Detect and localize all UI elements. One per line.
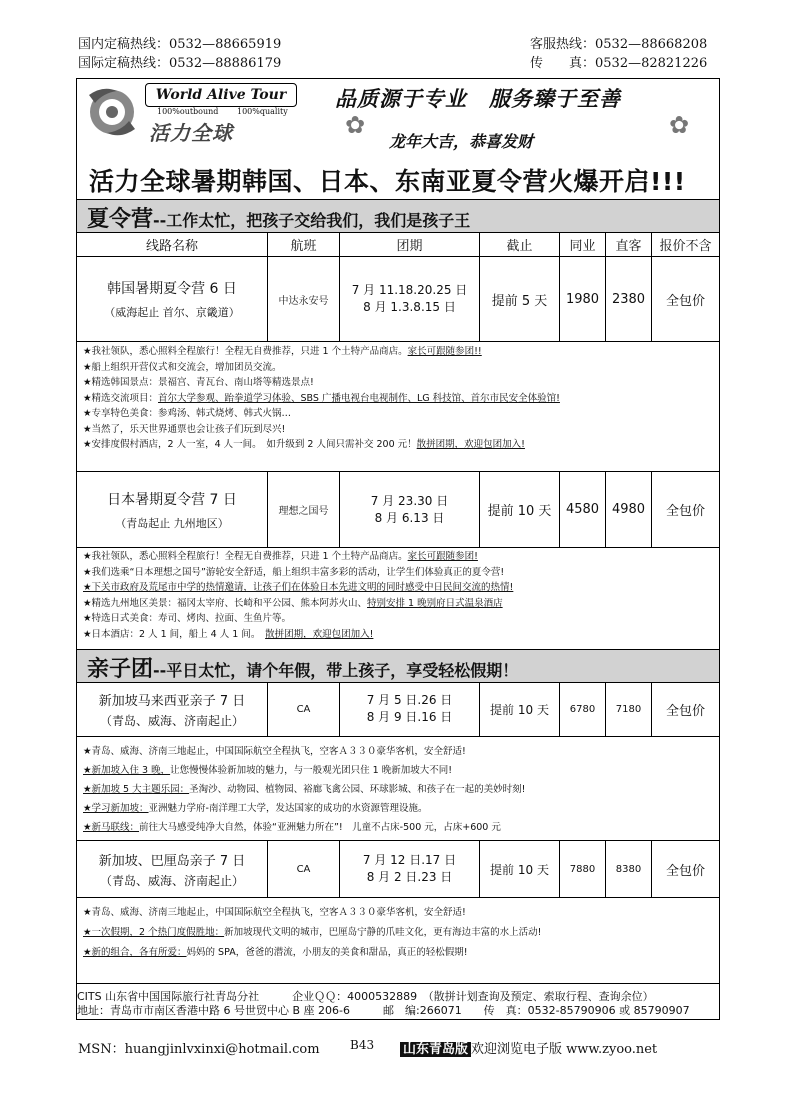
column-header: 航班 — [267, 232, 339, 256]
price-note: 全包价 — [651, 257, 719, 341]
domestic-hotline: 国内定稿热线：0532—88665919 — [78, 37, 282, 52]
fax-number: 传 真：0532—82821226 — [530, 56, 708, 71]
slogan: 品质源于专业 服务臻于至善 — [335, 87, 621, 111]
retail-price: 4980 — [605, 472, 651, 547]
trade-price: 7880 — [559, 841, 605, 897]
table-row — [77, 840, 719, 898]
route-name: 新加坡马来西亚亲子 7 日 — [98, 693, 246, 709]
deadline: 提前 5 天 — [479, 257, 559, 341]
date-line: 7 月 5 日.26 日 — [366, 693, 453, 707]
deadline: 提前 10 天 — [479, 682, 559, 736]
table-row — [77, 257, 719, 342]
route-name: 日本暑期夏令营 7 日 — [107, 491, 237, 508]
route-origin: （威海起止 首尔、京畿道） — [104, 306, 240, 319]
route-name: 新加坡、巴厘岛亲子 7 日 — [98, 853, 246, 869]
table-row — [77, 682, 719, 737]
deadline: 提前 10 天 — [479, 841, 559, 897]
table-header — [77, 232, 719, 257]
brand-name-cn: 活力全球 — [149, 121, 233, 145]
retail-price: 8380 — [605, 841, 651, 897]
international-hotline: 国际定稿热线：0532—88886179 — [78, 56, 282, 71]
flight: 理想之国号 — [267, 472, 339, 547]
trade-price: 6780 — [559, 682, 605, 736]
date-line: 7 月 11.18.20.25 日 — [351, 283, 468, 297]
greeting: 龙年大吉，恭喜发财 — [389, 132, 534, 151]
trade-price: 1980 — [559, 257, 605, 341]
brochure-frame — [76, 78, 720, 1020]
flight: CA — [267, 841, 339, 897]
brand-tag-left: 100%outbound — [157, 107, 219, 116]
route-origin: （青岛、威海、济南起止） — [99, 713, 244, 728]
service-hotline: 客服热线：0532—88668208 — [530, 37, 708, 52]
section-subtitle: --平日太忙，请个年假，带上孩子，享受轻松假期！ — [153, 661, 519, 680]
flower-icon: ✿ — [669, 111, 690, 139]
page-number: B43 — [350, 1038, 375, 1052]
table-row — [77, 471, 719, 548]
route-notes: ★青岛、威海、济南三地起止，中国国际航空全程执飞，空客Ａ３３０豪华客机，安全舒适! ★新加坡入住 3 晚，让您慢慢体验新加坡的魅力，与一般观光团只住 1 晚新加坡大不同! ★新加坡 5 大主题乐园：圣淘沙、动物园、植物园、裕廊飞禽公园、环球影城、和孩子在一起的美妙时刻! ★学习新加坡：亚洲魅力学府-南洋理工大学，发达国家的成功的水资源管理设施。 ★新马联线：前往大马感受纯净大自然，体验“亚洲魅力所在”! 儿童不占床-500 元，占床+600 元 — [83, 746, 526, 833]
flower-icon: ✿ — [345, 111, 366, 139]
route-name: 韩国暑期夏令营 6 日 — [107, 281, 237, 297]
route-notes: ★青岛、威海、济南三地起止，中国国际航空全程执飞，空客Ａ３３０豪华客机，安全舒适! ★一次假期，2 个热门度假胜地：新加坡现代文明的城市，巴厘岛宁静的爪哇文化，更有海边丰富的水上活动! ★新的组合，各有所爱：妈妈的 SPA，爸爸的潜流，小朋友的美食和甜品，真正的轻松假期! — [83, 907, 542, 958]
price-note: 全包价 — [651, 472, 719, 547]
flight: 中达永安号 — [267, 257, 339, 341]
column-header: 截止 — [479, 232, 559, 256]
brand-name-en: World Alive Tour — [145, 83, 297, 107]
msn-contact: MSN：huangjinlvxinxi@hotmail.com — [78, 1042, 320, 1057]
section-title: 夏令营 — [87, 207, 154, 232]
route-notes: ★我社领队，悉心照料全程旅行！全程无自费推荐，只进 1 个土特产品商店。家长可跟随参团! ★我们选乘“日本理想之国号”游轮安全舒适，船上组织丰富多彩的活动，让学生们体验真正的夏令营! ★下关市政府及荒尾市中学的热情邀请，让孩子们在体验日本先进文明的同时感受中日民间交流的热情! ★精选九州地区美景：福冈太宰府、长崎和平公园、熊本阿苏火山、特别安排 1 晚别府日式温泉酒店 ★特选日式美食：寿司、烤肉、拉面、生鱼片等。 ★日本酒店：2 人 1 间，船上 4 人 1 间。 散拼团期，欢迎包团加入! — [83, 551, 514, 640]
date-line: 7 月 12 日.17 日 — [362, 853, 457, 867]
date-line: 8 月 2 日.23 日 — [366, 870, 453, 884]
headline: 活力全球暑期韩国、日本、东南亚夏令营火爆开启!!! — [89, 167, 686, 196]
agency-info: CITS 山东省中国国际旅行社青岛分社 企业ＱＱ：4000532889 （散拼计划查询及预定、索取行程、查询余位） — [77, 983, 719, 1004]
section-family-tour — [77, 649, 719, 683]
section-title: 亲子团 — [87, 657, 154, 682]
column-header: 同业 — [559, 232, 605, 256]
date-line: 8 月 1.3.8.15 日 — [363, 300, 456, 314]
date-line: 8 月 6.13 日 — [374, 510, 445, 525]
agency-address: 地址：青岛市市南区香港中路 6 号世贸中心 B 座 206-6 邮 编:266071 传 真：0532-85790906 或 85790907 — [77, 1004, 690, 1017]
route-notes: ★我社领队，悉心照料全程旅行！全程无自费推荐，只进 1 个土特产品商店。家长可跟随参团!! ★船上组织开营仪式和交流会，增加团员交流。 ★精选韩国景点：景福宫、青瓦台、南山塔等精选景点! ★精选交流项目：首尔大学参观、跆拳道学习体验、SBS 广播电视台电视制作、LG 科技馆、首尔市民安全体验馆! ★专享特色美食：参鸡汤、韩式烧烤、韩式火锅… ★当然了，乐天世界通票也会让孩子们玩到尽兴! ★安排度假村酒店，2 人一室，4 人一间。 如升级到 2 人间只需补交 200 元！散拼团期，欢迎包团加入! — [83, 346, 560, 450]
brand-tag-right: 100%quality — [237, 107, 288, 116]
deadline: 提前 10 天 — [479, 472, 559, 547]
trade-price: 4580 — [559, 472, 605, 547]
website-text: 欢迎浏览电子版 www.zyoo.net — [471, 1042, 658, 1057]
retail-price: 7180 — [605, 682, 651, 736]
column-header: 直客 — [605, 232, 651, 256]
price-note: 全包价 — [651, 841, 719, 897]
route-origin: （青岛起止 九州地区） — [115, 516, 229, 530]
edition-badge: 山东青岛版 — [400, 1042, 471, 1057]
price-note: 全包价 — [651, 682, 719, 736]
date-line: 8 月 9 日.16 日 — [366, 710, 453, 724]
column-header: 线路名称 — [145, 238, 198, 254]
column-header: 团期 — [339, 232, 479, 256]
date-line: 7 月 23.30 日 — [370, 493, 449, 508]
column-header: 报价不含 — [651, 232, 719, 256]
section-subtitle: --工作太忙，把孩子交给我们，我们是孩子王 — [153, 211, 471, 230]
flight: CA — [267, 682, 339, 736]
brand-emblem-icon — [83, 83, 141, 141]
retail-price: 2380 — [605, 257, 651, 341]
route-origin: （青岛、威海、济南起止） — [99, 873, 244, 888]
section-summer-camp — [77, 199, 719, 233]
